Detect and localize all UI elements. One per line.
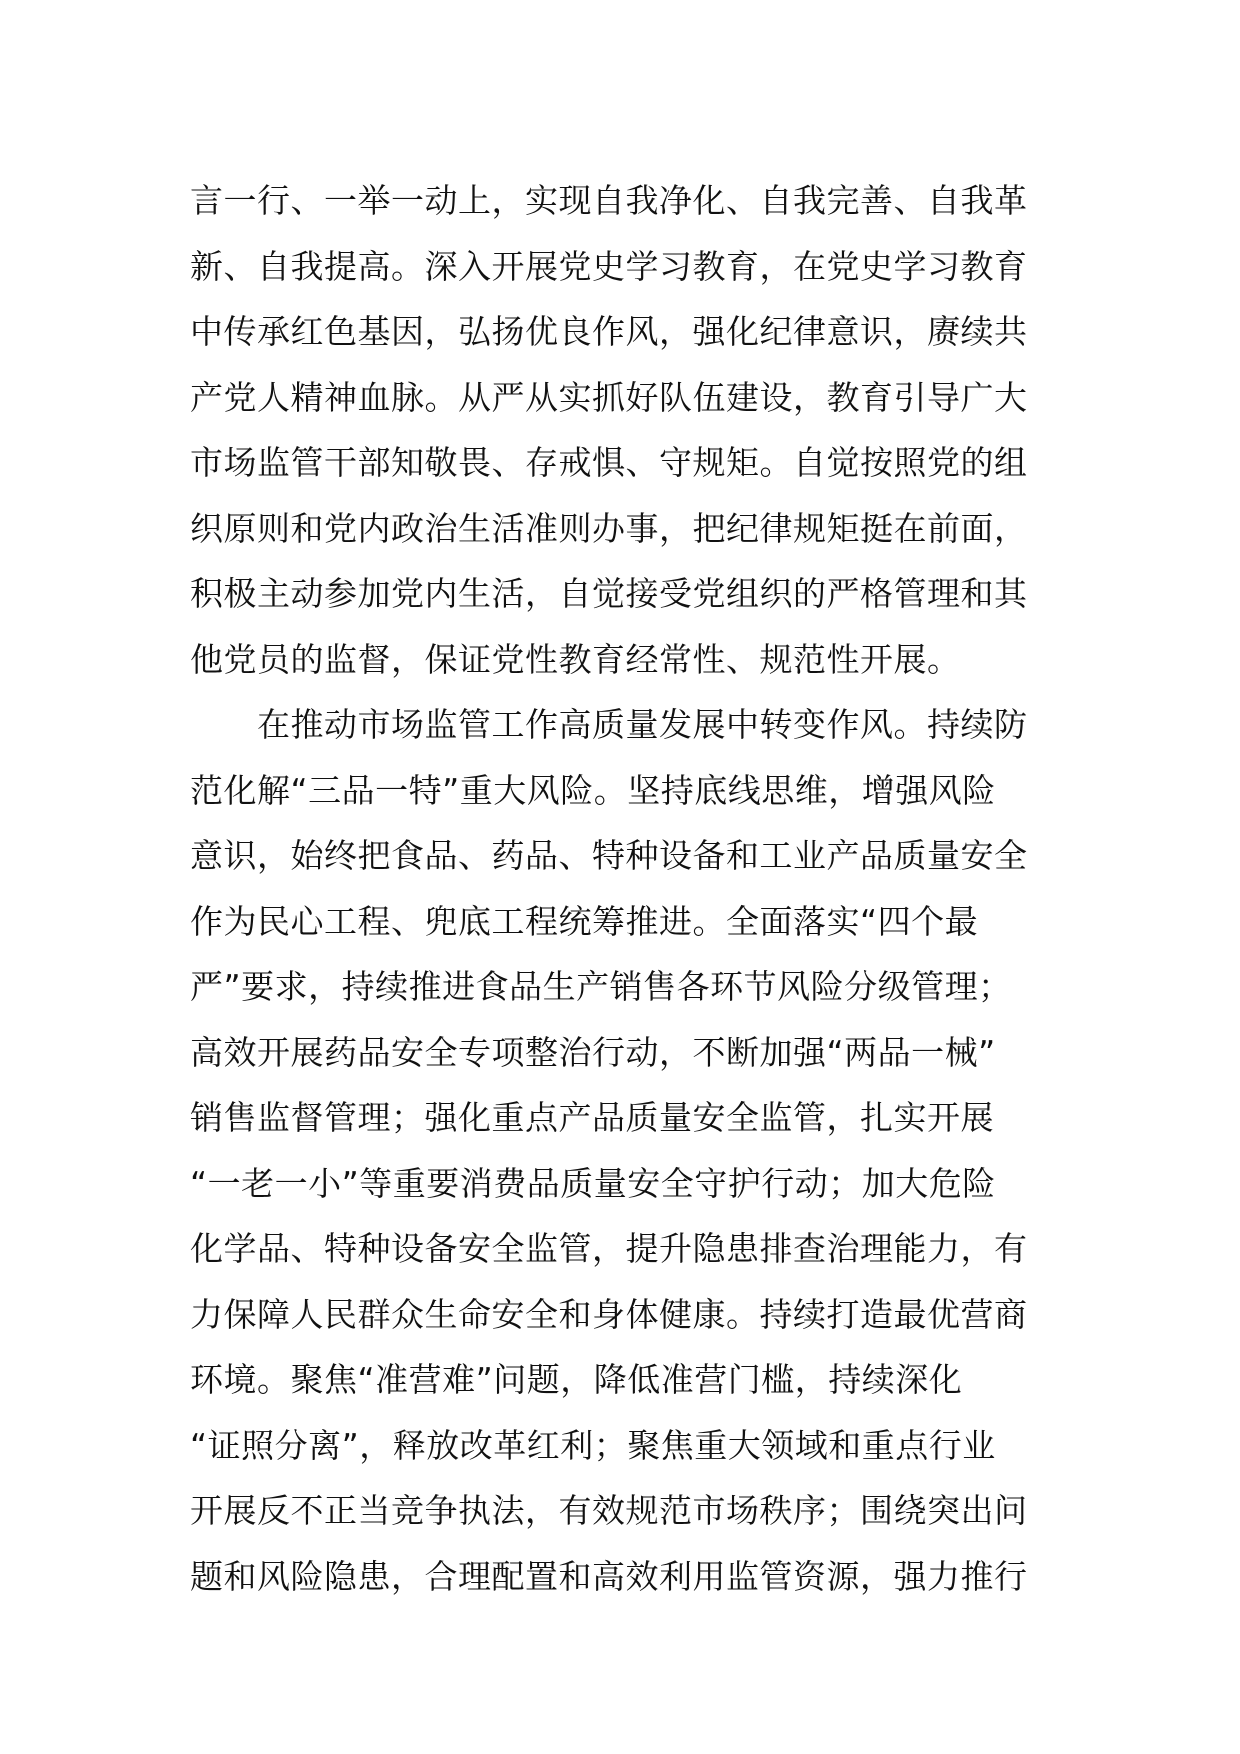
text-line-14: 高效开展药品安全专项整治行动，不断加强“两品一械” [190,1032,996,1072]
text-line-18: 力保障人民群众生命安全和身体健康。持续打造最优营商 [190,1294,1028,1334]
text-line-4: 产党人精神血脉。从严从实抓好队伍建设，教育引导广大 [190,377,1028,417]
text-line-11: 意识，始终把食品、药品、特种设备和工业产品质量安全 [190,836,1028,875]
text-line-1: 言一行、一举一动上，实现自我净化、自我完善、自我革 [190,181,1028,220]
text-line-15: 销售监督管理；强化重点产品质量安全监管，扎实开展 [190,1098,994,1137]
text-line-5: 市场监管干部知敬畏、存戒惧、守规矩。自觉按照党的组 [190,443,1028,482]
text-line-20: “证照分离”，释放改革红利；聚焦重大领域和重点行业 [190,1425,996,1465]
text-line-16: “一老一小”等重要消费品质量安全守护行动；加大危险 [190,1163,996,1203]
text-line-8: 他党员的监督，保证党性教育经常性、规范性开展。 [190,639,961,679]
body-text [190,168,1070,1609]
text-line-10: 范化解“三品一特”重大风险。坚持底线思维，增强风险 [190,770,996,810]
text-line-7: 积极主动参加党内生活，自觉接受党组织的严格管理和其 [190,574,1028,613]
text-line-22: 题和风险隐患，合理配置和高效利用监管资源，强力推行 [190,1556,1028,1596]
text-line-21: 开展反不正当竞争执法，有效规范市场秩序；围绕突出问 [190,1491,1028,1530]
text-line-6: 织原则和党内政治生活准则办事，把纪律规矩挺在前面， [190,508,1028,548]
text-line-2: 新、自我提高。深入开展党史学习教育，在党史学习教育 [190,246,1028,286]
text-line-3: 中传承红色基因，弘扬优良作风，强化纪律意识，赓续共 [190,312,1028,351]
text-line-19: 环境。聚焦“准营难”问题，降低准营门槛，持续深化 [190,1360,963,1399]
text-line-17: 化学品、特种设备安全监管，提升隐患排查治理能力，有 [190,1229,1028,1268]
text-line-9: 在推动市场监管工作高质量发展中转变作风。持续防 [190,705,1028,744]
text-line-13: 严”要求，持续推进食品生产销售各环节风险分级管理； [190,967,1012,1006]
text-line-12: 作为民心工程、兜底工程统筹推进。全面落实“四个最 [190,901,979,941]
